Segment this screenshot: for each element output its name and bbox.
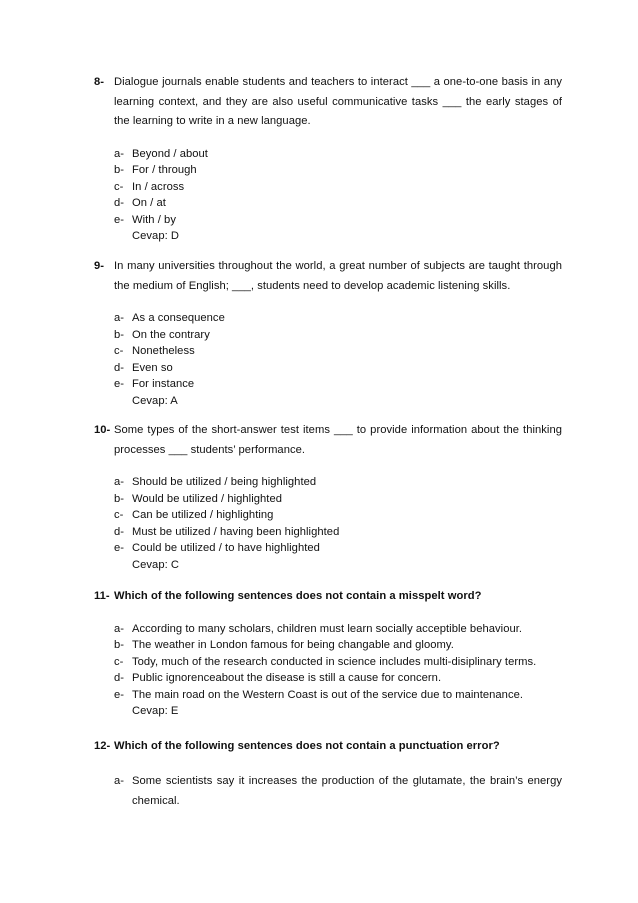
option-d xyxy=(114,670,562,687)
option-d xyxy=(114,195,562,212)
option-text: Tody, much of the research conducted in science includes multi-disiplinary terms. xyxy=(132,655,537,668)
option-text: According to many scholars, children must learn socially acceptible behaviour. xyxy=(132,622,523,635)
option-text: Nonetheless xyxy=(132,345,195,357)
option-list xyxy=(94,771,562,811)
question-number: 10- xyxy=(94,424,111,436)
question-number: 8- xyxy=(94,76,105,88)
option-a xyxy=(114,474,562,491)
option-letter: e- xyxy=(114,378,125,390)
option-letter: a- xyxy=(114,312,125,324)
question-text: Which of the following sentences does not contain a misspelt word? xyxy=(114,590,482,602)
question-stem xyxy=(94,587,562,607)
option-letter: a- xyxy=(114,476,125,488)
option-c xyxy=(114,343,562,360)
question-10 xyxy=(94,421,562,573)
option-d xyxy=(114,360,562,377)
option-a xyxy=(114,146,562,163)
option-letter: a- xyxy=(114,774,125,787)
option-d xyxy=(114,524,562,541)
option-text: The weather in London famous for being changable and gloomy. xyxy=(132,639,454,651)
question-9 xyxy=(94,257,562,409)
option-letter: d- xyxy=(114,525,125,538)
option-a xyxy=(114,310,562,327)
option-letter: c- xyxy=(114,180,124,193)
option-letter: c- xyxy=(114,655,124,668)
option-text: For / through xyxy=(132,164,197,176)
question-number: 11- xyxy=(94,590,110,602)
option-letter: b- xyxy=(114,639,125,651)
question-stem xyxy=(94,73,562,132)
option-text: On / at xyxy=(132,197,166,209)
question-8 xyxy=(94,73,562,245)
question-text: Dialogue journals enable students and teachers to interact ___ a one-to-one basis in any learning context, and they are also useful communicative tasks ___ the early stages of the learning to write in a new language. xyxy=(114,76,562,127)
option-c xyxy=(114,507,562,524)
option-e xyxy=(114,212,562,229)
option-e xyxy=(114,376,562,393)
question-text: Some types of the short-answer test items ___ to provide information about the thinking processes ___ students’ performance. xyxy=(114,424,562,456)
option-text: On the contrary xyxy=(132,328,210,341)
option-text: Must be utilized / having been highlighted xyxy=(132,525,340,538)
option-b xyxy=(114,327,562,344)
option-letter: b- xyxy=(114,164,125,176)
option-letter: b- xyxy=(114,328,125,341)
option-e xyxy=(114,687,562,704)
option-text: For instance xyxy=(132,378,195,390)
option-letter: d- xyxy=(114,361,125,374)
option-c xyxy=(114,179,562,196)
option-list xyxy=(94,310,562,393)
option-c xyxy=(114,654,562,671)
question-11 xyxy=(94,587,562,720)
option-b xyxy=(114,162,562,179)
option-letter: e- xyxy=(114,213,125,226)
question-12 xyxy=(94,737,562,811)
question-number: 9- xyxy=(94,260,105,272)
question-number: 12- xyxy=(94,740,111,752)
answer-text: Cevap: D xyxy=(132,230,180,242)
question-text: Which of the following sentences does not contain a punctuation error? xyxy=(114,740,500,752)
option-b xyxy=(114,491,562,508)
option-text: Public ignorenceabout the disease is still a cause for concern. xyxy=(132,672,442,684)
option-text: Even so xyxy=(132,361,173,374)
answer-text: Cevap: C xyxy=(132,558,180,571)
option-letter: c- xyxy=(114,345,124,357)
option-list xyxy=(94,621,562,704)
answer-text: Cevap: E xyxy=(132,705,179,717)
option-letter: c- xyxy=(114,509,124,521)
option-letter: e- xyxy=(114,542,125,554)
option-letter: a- xyxy=(114,622,125,635)
option-list xyxy=(94,146,562,229)
question-stem xyxy=(94,421,562,460)
option-letter: d- xyxy=(114,672,125,684)
option-text: Can be utilized / highlighting xyxy=(132,509,274,521)
answer-text: Cevap: A xyxy=(132,394,178,407)
option-text: Some scientists say it increases the production of the glutamate, the brain’s energy chemical. xyxy=(132,774,562,807)
option-text: With / by xyxy=(132,213,176,226)
option-text: Beyond / about xyxy=(132,147,208,160)
option-a xyxy=(114,771,562,811)
option-letter: e- xyxy=(114,688,125,701)
option-text: In / across xyxy=(132,180,185,193)
option-letter: d- xyxy=(114,197,125,209)
option-letter: b- xyxy=(114,492,125,505)
option-text: Should be utilized / being highlighted xyxy=(132,476,317,488)
question-stem xyxy=(94,257,562,296)
question-text: In many universities throughout the world, a great number of subjects are taught through the medium of English; ___, students need to develop academic listening skills. xyxy=(114,260,562,292)
option-letter: a- xyxy=(114,147,125,160)
option-e xyxy=(114,540,562,557)
option-text: As a consequence xyxy=(132,312,225,324)
option-text: Would be utilized / highlighted xyxy=(132,492,282,505)
option-text: The main road on the Western Coast is out of the service due to maintenance. xyxy=(132,688,524,701)
question-stem xyxy=(94,737,562,757)
option-b xyxy=(114,637,562,654)
option-text: Could be utilized / to have highlighted xyxy=(132,542,320,554)
option-list xyxy=(94,474,562,557)
option-a xyxy=(114,621,562,638)
